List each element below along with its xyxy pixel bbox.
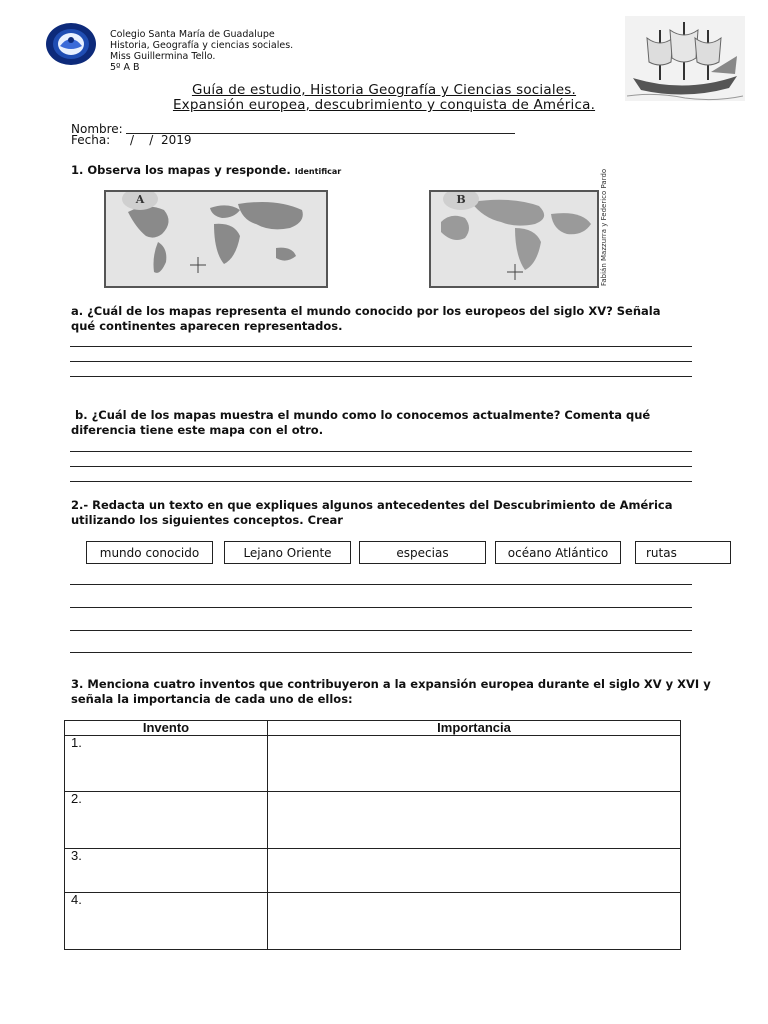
question-3: 3. Menciona cuatro inventos que contribuyeron a la expansión europea durante el siglo XV y XVI y señala la importancia de cada uno de ellos: <box>71 677 711 706</box>
concept-box-2: Lejano Oriente <box>224 541 351 564</box>
title-line-2: Expansión europea, descubrimiento y conquista de América. <box>172 97 596 113</box>
subject-name: Historia, Geografía y ciencias sociales. <box>110 40 294 51</box>
answer-1b-line-3[interactable] <box>70 481 692 482</box>
concept-box-5: rutas <box>635 541 731 564</box>
name-label: Nombre: <box>71 122 123 136</box>
map-a-badge: A <box>122 190 158 210</box>
question-1 <box>71 163 341 179</box>
inventions-table <box>64 720 681 950</box>
date-value: / / 2019 <box>130 133 192 147</box>
invento-cell-4[interactable]: 4. <box>65 893 268 950</box>
answer-2-line-1[interactable] <box>70 584 692 585</box>
answer-2-line-3[interactable] <box>70 630 692 631</box>
table-row <box>65 893 681 950</box>
answer-1a-line-3[interactable] <box>70 376 692 377</box>
map-b-badge: B <box>443 190 479 210</box>
question-1-skill: Identificar <box>294 167 342 176</box>
invento-cell-3[interactable]: 3. <box>65 849 268 893</box>
date-label: Fecha: <box>71 133 111 147</box>
invento-cell-2[interactable]: 2. <box>65 792 268 849</box>
map-b-credit: Fabián Mazzurra y Federico Pardo <box>600 168 608 286</box>
importancia-cell-3[interactable] <box>268 849 681 893</box>
answer-2-line-4[interactable] <box>70 652 692 653</box>
title-line-1: Guía de estudio, Historia Geografía y Ciencias sociales. <box>191 82 577 98</box>
title-line-2-text: Expansión europea, descubrimiento y conquista de América <box>172 97 591 113</box>
concept-box-4: océano Atlántico <box>495 541 621 564</box>
question-1b: b. ¿Cuál de los mapas muestra el mundo como lo conocemos actualmente? Comenta qué diferencia tiene este mapa con el otro. <box>71 408 655 437</box>
school-logo <box>45 22 97 66</box>
importancia-cell-2[interactable] <box>268 792 681 849</box>
teacher-name: Miss Guillermina Tello. <box>110 51 216 62</box>
question-2: 2.- Redacta un texto en que expliques algunos antecedentes del Descubrimiento de América utilizando los siguientes conceptos. Crear <box>71 498 673 527</box>
importancia-cell-4[interactable] <box>268 893 681 950</box>
table-row <box>65 849 681 893</box>
concept-box-1: mundo conocido <box>86 541 213 564</box>
answer-1b-line-1[interactable] <box>70 451 692 452</box>
question-1a: a. ¿Cuál de los mapas representa el mundo conocido por los europeos del siglo XV? Señala qué continentes aparecen representados. <box>71 304 661 333</box>
col-importancia-header: Importancia <box>268 721 681 736</box>
invento-cell-1[interactable]: 1. <box>65 736 268 792</box>
answer-1b-line-2[interactable] <box>70 466 692 467</box>
col-invento-header: Invento <box>65 721 268 736</box>
question-1-text: 1. Observa los mapas y responde. <box>71 163 291 177</box>
answer-2-line-2[interactable] <box>70 607 692 608</box>
map-b <box>429 190 599 288</box>
map-a <box>104 190 328 288</box>
table-row <box>65 792 681 849</box>
answer-1a-line-1[interactable] <box>70 346 692 347</box>
school-name: Colegio Santa María de Guadalupe <box>110 29 275 40</box>
importancia-cell-1[interactable] <box>268 736 681 792</box>
table-row <box>65 736 681 792</box>
answer-1a-line-2[interactable] <box>70 361 692 362</box>
grade-label: 5º A B <box>110 62 140 73</box>
concept-box-3: especias <box>359 541 486 564</box>
